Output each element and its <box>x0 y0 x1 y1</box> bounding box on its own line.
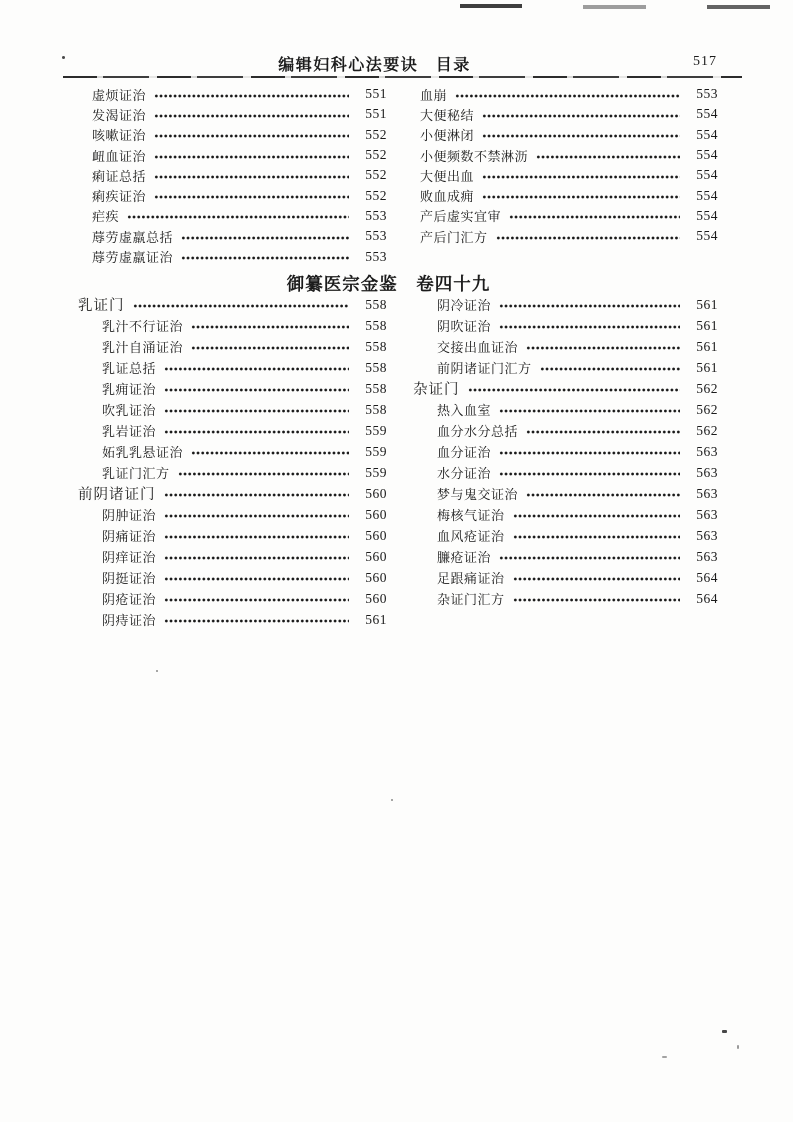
leader-dots <box>154 129 349 143</box>
leader-dots <box>181 251 349 265</box>
toc-entry <box>78 546 387 567</box>
toc-entry <box>413 483 718 504</box>
toc-entry-page: 558 <box>365 401 387 417</box>
folio-page-number: 517 <box>693 54 717 69</box>
leader-dots <box>513 530 680 544</box>
toc-entry-page: 560 <box>365 590 387 606</box>
toc-entry-page: 561 <box>696 359 718 375</box>
toc-entry-page: 558 <box>365 338 387 354</box>
toc-entry <box>413 84 718 104</box>
toc-entry <box>85 145 387 165</box>
toc-entry <box>85 104 387 124</box>
leader-dots <box>164 530 349 544</box>
toc-entry-page: 561 <box>696 338 718 354</box>
leader-dots <box>181 231 349 245</box>
leader-dots <box>154 109 349 123</box>
toc-entry-title: 血分证治 <box>437 445 492 460</box>
leader-dots <box>513 572 680 586</box>
toc-entry <box>78 399 387 420</box>
toc-entry <box>413 441 718 462</box>
toc-entry-page: 562 <box>696 380 718 396</box>
toc-entry-page: 559 <box>365 443 387 459</box>
leader-dots <box>499 446 680 460</box>
toc-entry-page: 552 <box>365 147 387 163</box>
scan-speck <box>662 1056 667 1058</box>
leader-dots <box>526 488 680 502</box>
toc-entry <box>78 588 387 609</box>
toc-entry-title: 小便频数不禁淋沥 <box>420 148 529 164</box>
scan-speck <box>156 670 158 672</box>
toc-entry-page: 559 <box>365 422 387 438</box>
header-rule <box>63 76 742 78</box>
leader-dots <box>455 89 680 103</box>
toc-entry <box>78 567 387 588</box>
toc-entry-page: 552 <box>365 126 387 142</box>
leader-dots <box>164 488 350 502</box>
toc-entry-page: 554 <box>696 106 718 122</box>
toc-entry-title: 乳岩证治 <box>102 424 157 439</box>
toc-entry-page: 551 <box>365 106 387 122</box>
leader-dots <box>482 129 680 143</box>
page-header <box>0 52 793 74</box>
toc-entry-page: 552 <box>365 167 387 183</box>
scan-speck <box>737 1045 739 1049</box>
toc-entry-title: 产后虚实宜审 <box>420 209 502 225</box>
toc-entry-title: 阴痔证治 <box>102 613 157 628</box>
toc-entry-page: 560 <box>365 548 387 564</box>
toc-entry-title: 发渴证治 <box>92 107 147 123</box>
toc-entry <box>78 336 387 357</box>
leader-dots <box>536 150 680 164</box>
toc-entry-title: 阴肿证治 <box>102 508 157 523</box>
toc-entry <box>413 294 718 315</box>
leader-dots <box>154 170 349 184</box>
toc-entry-title: 乳证门汇方 <box>102 466 170 481</box>
leader-dots <box>499 467 680 481</box>
toc-entry <box>78 315 387 336</box>
leader-dots <box>164 362 349 376</box>
toc-entry-title: 阴挺证治 <box>102 571 157 586</box>
toc-entry <box>413 206 718 226</box>
leader-dots <box>513 593 680 607</box>
leader-dots <box>164 614 349 628</box>
volume-header: 御纂医宗金鉴 卷四十九 <box>286 274 491 294</box>
toc-entry-page: 559 <box>365 464 387 480</box>
leader-dots <box>482 109 680 123</box>
toc-entry-title: 衄血证治 <box>92 148 147 164</box>
toc-entry-page: 553 <box>365 207 387 223</box>
toc-entry-title: 阴冷证治 <box>437 298 492 313</box>
leader-dots <box>499 551 680 565</box>
toc-entry-title: 乳证门 <box>78 298 125 314</box>
toc-entry <box>413 357 718 378</box>
toc-entry <box>85 246 387 266</box>
toc-entry-title: 小便淋闭 <box>420 128 475 144</box>
toc-entry-page: 560 <box>365 569 387 585</box>
toc-entry-page: 564 <box>696 569 718 585</box>
scan-speck <box>62 56 65 59</box>
toc-entry-page: 563 <box>696 527 718 543</box>
toc-entry <box>78 483 387 504</box>
leader-dots <box>482 190 680 204</box>
toc-entry <box>85 206 387 226</box>
toc-entry-page: 554 <box>696 187 718 203</box>
toc-entry <box>413 104 718 124</box>
toc-entry-page: 561 <box>365 611 387 627</box>
toc-entry <box>413 378 718 399</box>
toc-entry-page: 563 <box>696 506 718 522</box>
toc-entry <box>413 315 718 336</box>
toc-entry <box>413 420 718 441</box>
toc-entry-page: 554 <box>696 207 718 223</box>
toc-entry-title: 杂证门 <box>413 382 460 398</box>
toc-entry <box>413 504 718 525</box>
toc-entry-page: 560 <box>365 485 387 501</box>
toc-entry <box>413 145 718 165</box>
toc-entry-page: 563 <box>696 548 718 564</box>
toc-entry-title: 乳证总括 <box>102 361 157 376</box>
leader-dots <box>164 593 349 607</box>
toc-entry-title: 败血成痈 <box>420 189 475 205</box>
leader-dots <box>499 299 680 313</box>
toc-entry-title: 交接出血证治 <box>437 340 519 355</box>
leader-dots <box>191 446 349 460</box>
toc-entry-page: 564 <box>696 590 718 606</box>
toc-entry <box>78 609 387 630</box>
toc-entry <box>413 399 718 420</box>
toc-entry-page: 553 <box>696 86 718 102</box>
toc-entry-page: 561 <box>696 317 718 333</box>
toc-entry-page: 558 <box>365 359 387 375</box>
toc-entry-title: 大便秘结 <box>420 107 475 123</box>
toc-column-section2-left <box>78 294 387 630</box>
toc-entry-title: 咳嗽证治 <box>92 128 147 144</box>
toc-entry-title: 阴疮证治 <box>102 592 157 607</box>
leader-dots <box>499 320 680 334</box>
toc-column-section1-left <box>85 84 387 267</box>
leader-dots <box>164 509 349 523</box>
leader-dots <box>526 341 680 355</box>
toc-entry-title: 前阴诸证门汇方 <box>437 361 532 376</box>
leader-dots <box>509 210 680 224</box>
toc-entry-title: 梦与鬼交证治 <box>437 487 519 502</box>
toc-entry <box>413 336 718 357</box>
scan-speck <box>722 1030 727 1033</box>
toc-entry <box>78 294 387 315</box>
toc-entry-title: 妬乳乳悬证治 <box>102 445 184 460</box>
toc-entry-page: 554 <box>696 167 718 183</box>
toc-entry <box>78 525 387 546</box>
leader-dots <box>127 210 349 224</box>
toc-entry <box>413 546 718 567</box>
scan-artifact-bar <box>583 5 646 9</box>
toc-entry <box>85 185 387 205</box>
leader-dots <box>468 383 681 397</box>
toc-entry-page: 554 <box>696 126 718 142</box>
leader-dots <box>154 190 349 204</box>
leader-dots <box>154 89 349 103</box>
toc-entry <box>413 185 718 205</box>
leader-dots <box>178 467 349 481</box>
toc-entry-title: 血崩 <box>420 87 448 103</box>
leader-dots <box>499 404 680 418</box>
toc-entry <box>413 226 718 246</box>
toc-entry <box>413 125 718 145</box>
toc-entry <box>78 462 387 483</box>
leader-dots <box>191 341 349 355</box>
toc-entry-title: 蓐劳虚羸总括 <box>92 229 174 245</box>
toc-entry-page: 561 <box>696 296 718 312</box>
leader-dots <box>164 404 349 418</box>
leader-dots <box>164 425 349 439</box>
toc-entry <box>78 441 387 462</box>
leader-dots <box>526 425 680 439</box>
toc-entry <box>78 504 387 525</box>
leader-dots <box>164 572 349 586</box>
leader-dots <box>164 383 349 397</box>
toc-entry-page: 554 <box>696 228 718 244</box>
toc-entry-title: 疟疾 <box>92 209 120 225</box>
toc-entry-page: 558 <box>365 380 387 396</box>
leader-dots <box>191 320 349 334</box>
toc-entry-page: 558 <box>365 317 387 333</box>
toc-entry <box>78 357 387 378</box>
toc-entry <box>413 567 718 588</box>
toc-entry-page: 552 <box>365 187 387 203</box>
page-title: 编辑妇科心法要诀 目录 <box>278 57 471 74</box>
toc-column-section2-right <box>413 294 718 609</box>
toc-entry-title: 梅核气证治 <box>437 508 505 523</box>
toc-entry-title: 杂证门汇方 <box>437 592 505 607</box>
toc-entry-title: 蓐劳虚羸证治 <box>92 250 174 266</box>
toc-entry <box>413 462 718 483</box>
toc-entry-title: 热入血室 <box>437 403 492 418</box>
toc-entry-title: 大便出血 <box>420 168 475 184</box>
toc-entry-page: 560 <box>365 527 387 543</box>
toc-entry-title: 痢证总括 <box>92 168 147 184</box>
toc-entry-page: 553 <box>365 228 387 244</box>
scan-artifact-bar <box>460 4 522 8</box>
scan-speck <box>391 799 393 801</box>
scan-artifact-bar <box>707 5 770 9</box>
toc-entry-title: 乳痈证治 <box>102 382 157 397</box>
toc-entry-title: 阴痛证治 <box>102 529 157 544</box>
toc-entry-title: 血风疮证治 <box>437 529 505 544</box>
toc-entry-title: 乳汁不行证治 <box>102 319 184 334</box>
leader-dots <box>482 170 680 184</box>
toc-entry-page: 553 <box>365 248 387 264</box>
toc-entry-page: 563 <box>696 485 718 501</box>
leader-dots <box>540 362 680 376</box>
toc-entry-page: 551 <box>365 86 387 102</box>
leader-dots <box>513 509 680 523</box>
toc-entry-page: 562 <box>696 401 718 417</box>
toc-entry <box>78 420 387 441</box>
toc-entry <box>78 378 387 399</box>
toc-entry <box>413 588 718 609</box>
toc-entry-page: 562 <box>696 422 718 438</box>
toc-entry-title: 臁疮证治 <box>437 550 492 565</box>
leader-dots <box>133 299 350 313</box>
toc-entry-title: 阴痒证治 <box>102 550 157 565</box>
toc-entry-page: 554 <box>696 147 718 163</box>
toc-entry-title: 水分证治 <box>437 466 492 481</box>
toc-entry <box>413 525 718 546</box>
toc-entry <box>85 84 387 104</box>
toc-entry-page: 563 <box>696 464 718 480</box>
toc-entry <box>85 125 387 145</box>
toc-column-section1-right <box>413 84 718 246</box>
toc-entry-title: 痢疾证治 <box>92 189 147 205</box>
toc-entry <box>413 165 718 185</box>
toc-entry-title: 乳汁自涌证治 <box>102 340 184 355</box>
toc-entry-title: 足跟痛证治 <box>437 571 505 586</box>
toc-entry <box>85 226 387 246</box>
toc-entry-title: 产后门汇方 <box>420 229 488 245</box>
leader-dots <box>154 150 349 164</box>
toc-entry-title: 血分水分总括 <box>437 424 519 439</box>
toc-entry-page: 563 <box>696 443 718 459</box>
toc-entry-page: 558 <box>365 296 387 312</box>
toc-entry <box>85 165 387 185</box>
toc-entry-title: 虚烦证治 <box>92 87 147 103</box>
toc-entry-title: 前阴诸证门 <box>78 487 156 503</box>
leader-dots <box>496 231 680 245</box>
toc-entry-title: 吹乳证治 <box>102 403 157 418</box>
toc-entry-title: 阴吹证治 <box>437 319 492 334</box>
leader-dots <box>164 551 349 565</box>
toc-entry-page: 560 <box>365 506 387 522</box>
